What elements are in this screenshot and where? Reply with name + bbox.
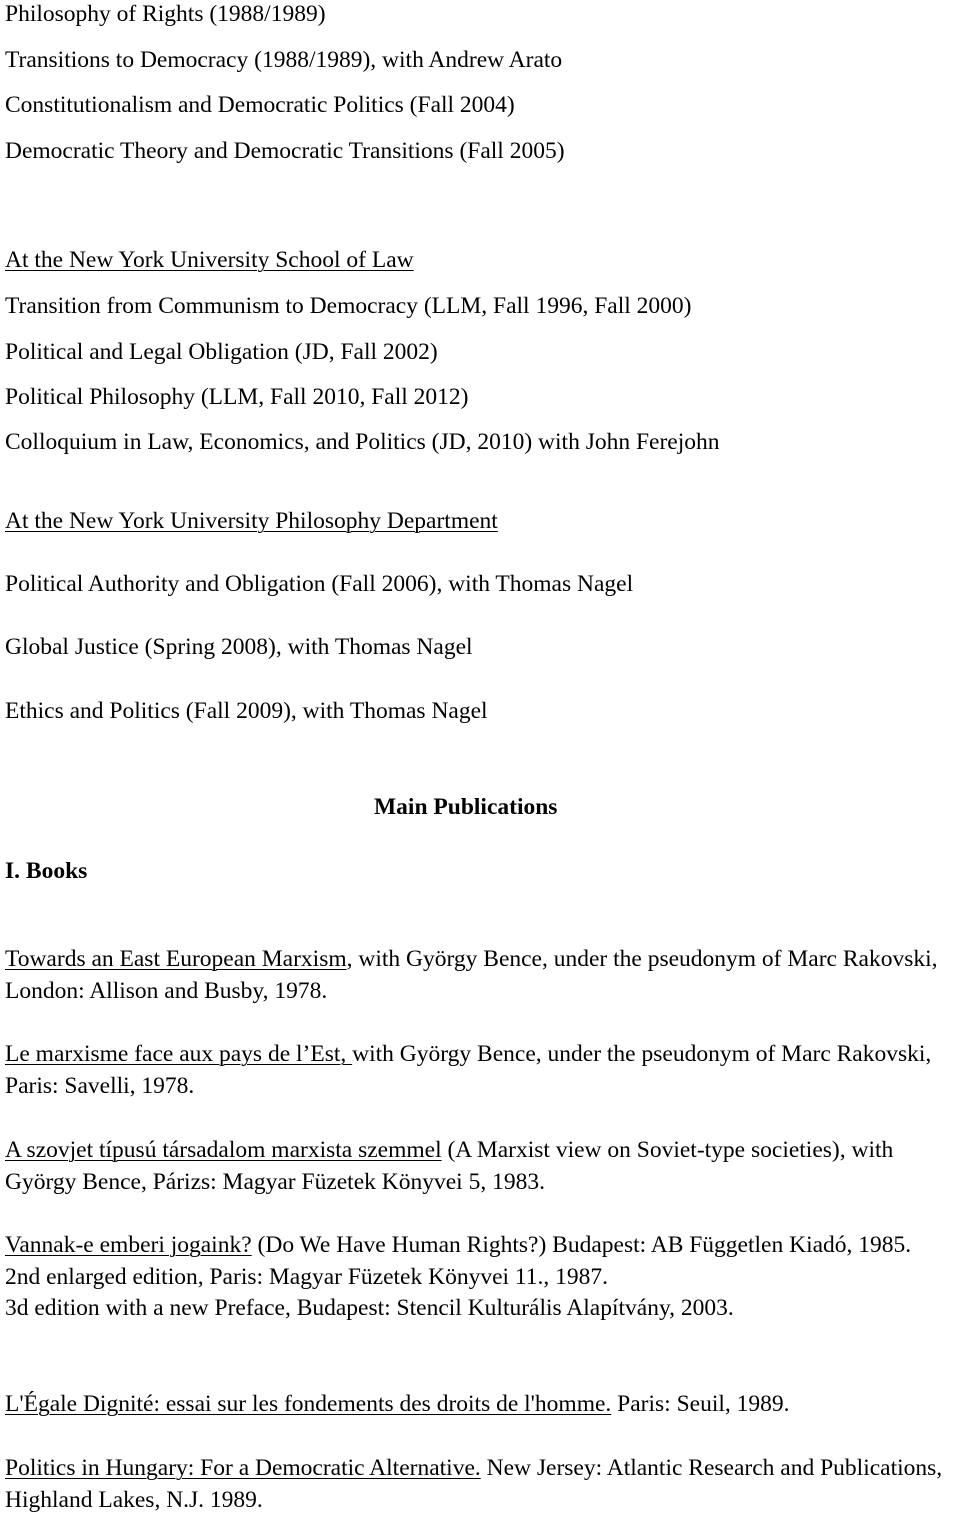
course-item: Democratic Theory and Democratic Transitions (Fall 2005) <box>5 138 565 164</box>
book-edition-note: 3d edition with a new Preface, Budapest: Stencil Kulturális Alapítvány, 2003. <box>5 1295 734 1321</box>
course-item: Ethics and Politics (Fall 2009), with Thomas Nagel <box>5 698 488 724</box>
book-details: (Do We Have Human Rights?) Budapest: AB Független Kiadó, 1985. <box>251 1232 912 1258</box>
book-title: Le marxisme face aux pays de l’Est, <box>5 1041 353 1067</box>
book-entry <box>5 1135 955 1198</box>
section-heading-nyu-law: At the New York University School of Law <box>5 247 414 273</box>
book-title: L'Égale Dignité: essai sur les fondements des droits de l'homme. <box>5 1391 612 1417</box>
book-entry <box>5 1453 955 1516</box>
publications-title: Main Publications <box>374 794 558 820</box>
course-item: Political Philosophy (LLM, Fall 2010, Fall 2012) <box>5 384 469 410</box>
book-entry <box>5 944 955 1007</box>
book-entry <box>5 1039 955 1102</box>
book-title: A szovjet típusú társadalom marxista szemmel <box>5 1137 442 1163</box>
course-item: Political and Legal Obligation (JD, Fall 2002) <box>5 339 438 365</box>
book-entry <box>5 1230 955 1325</box>
course-item: Global Justice (Spring 2008), with Thomas Nagel <box>5 634 473 660</box>
course-item: Philosophy of Rights (1988/1989) <box>5 1 326 27</box>
book-details: (A Marxist view on Soviet-type societies), with György Bence, Párizs: Magyar Füzetek Könyvei 5, 1983. <box>5 1137 894 1195</box>
course-item: Transition from Communism to Democracy (LLM, Fall 1996, Fall 2000) <box>5 293 692 319</box>
book-title: Towards an East European Marxism <box>5 946 347 972</box>
book-title: Politics in Hungary: For a Democratic Alternative. <box>5 1455 481 1481</box>
book-details: Paris: Seuil, 1989. <box>611 1391 790 1417</box>
books-heading: I. Books <box>5 858 88 884</box>
course-item: Constitutionalism and Democratic Politics (Fall 2004) <box>5 92 515 118</box>
book-edition-note: 2nd enlarged edition, Paris: Magyar Füzetek Könyvei 11., 1987. <box>5 1263 609 1290</box>
section-heading-nyu-philosophy: At the New York University Philosophy Department <box>5 508 498 534</box>
book-details: , with György Bence, under the pseudonym of Marc Rakovski, London: Allison and Busby, 1978. <box>5 946 938 1004</box>
course-item: Transitions to Democracy (1988/1989), with Andrew Arato <box>5 47 563 73</box>
course-item: Colloquium in Law, Economics, and Politics (JD, 2010) with John Ferejohn <box>5 429 720 455</box>
course-item: Political Authority and Obligation (Fall 2006), with Thomas Nagel <box>5 571 634 597</box>
book-details: New Jersey: Atlantic Research and Publications, Highland Lakes, N.J. 1989. <box>5 1455 943 1513</box>
book-details: with György Bence, under the pseudonym of Marc Rakovski, Paris: Savelli, 1978. <box>5 1041 932 1099</box>
book-entry <box>5 1389 955 1421</box>
book-title: Vannak-e emberi jogaink? <box>5 1232 252 1258</box>
